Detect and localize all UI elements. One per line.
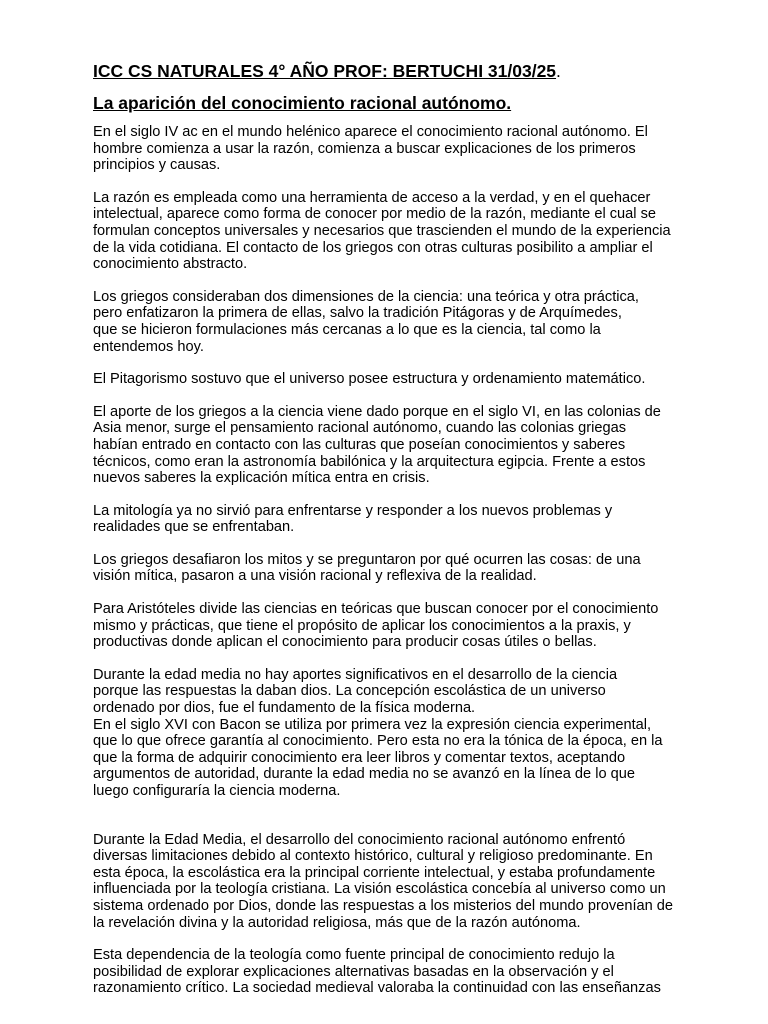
paragraph-line: sistema ordenado por Dios, donde las respuestas a los misterios del mundo provenían de (93, 897, 674, 914)
paragraph-line: conocimiento abstracto. (93, 256, 248, 273)
paragraph-line: argumentos de autoridad, durante la edad media no se avanzó en la línea de lo que (93, 766, 635, 783)
paragraph (93, 832, 715, 932)
paragraph-line: habían entrado en contacto con las culturas que poseían conocimientos y saberes (93, 436, 626, 453)
paragraph-line: En el siglo XVI con Bacon se utiliza por primera vez la expresión ciencia experimental, (93, 716, 652, 733)
paragraph (93, 190, 715, 273)
paragraph-line: nuevos saberes la explicación mítica entra en crisis. (93, 470, 430, 487)
paragraph-line: Durante la Edad Media, el desarrollo del conocimiento racional autónomo enfrentó (93, 831, 626, 848)
paragraph (93, 947, 715, 997)
paragraph-line: visión mítica, pasaron a una visión racional y reflexiva de la realidad. (93, 568, 537, 585)
paragraph-line: La razón es empleada como una herramienta de acceso a la verdad, y en el quehacer (93, 189, 651, 206)
paragraph (93, 667, 715, 717)
paragraph-line: luego configuraría la ciencia moderna. (93, 783, 341, 799)
paragraph-line: esta época, la escolástica era la principal corriente intelectual, y estaba profundamente (93, 864, 656, 881)
paragraph-line: posibilidad de explorar explicaciones alternativas basadas en la observación y el (93, 963, 614, 980)
paragraph-line: Esta dependencia de la teología como fuente principal de conocimiento redujo la (93, 947, 615, 964)
paragraph-line: que la forma de adquirir conocimiento era leer libros y comentar textos, aceptando (93, 749, 626, 766)
paragraph-line: El aporte de los griegos a la ciencia viene dado porque en el siglo VI, en las colonias de (93, 403, 661, 420)
paragraph-line: En el siglo IV ac en el mundo helénico aparece el conocimiento racional autónomo. El (93, 124, 648, 140)
paragraph (93, 717, 715, 800)
paragraph-line: formulan conceptos universales y necesarios que trascienden el mundo de la experiencia (93, 222, 671, 239)
header-text: ICC CS NATURALES 4° AÑO PROF: BERTUCHI 31/03/25 (93, 61, 557, 81)
paragraph-line: Durante la edad media no hay aportes significativos en el desarrollo de la ciencia (93, 666, 618, 683)
paragraph-line: la revelación divina y la autoridad religiosa, más que de la razón autónoma. (93, 914, 581, 931)
paragraph-line: El Pitagorismo sostuvo que el universo posee estructura y ordenamiento matemático. (93, 371, 646, 388)
paragraph-line: La mitología ya no sirvió para enfrentarse y responder a los nuevos problemas y (93, 502, 613, 519)
paragraph (93, 552, 715, 585)
paragraph (93, 371, 715, 388)
paragraph (93, 124, 715, 174)
paragraph-line: Los griegos consideraban dos dimensiones de la ciencia: una teórica y otra práctica, (93, 288, 639, 305)
paragraph-line: realidades que se enfrentaban. (93, 519, 295, 536)
paragraph-line: técnicos, como eran la astronomía babilónica y la arquitectura egipcia. Frente a estos (93, 453, 646, 470)
paragraph-line: Los griegos desafiaron los mitos y se preguntaron por qué ocurren las cosas: de una (93, 551, 641, 568)
paragraph-line: entendemos hoy. (93, 338, 204, 355)
paragraph-line: hombre comienza a usar la razón, comienza a buscar explicaciones de los primeros (93, 140, 636, 157)
paragraph-line: Para Aristóteles divide las ciencias en teóricas que buscan conocer por el conocimiento (93, 601, 659, 618)
paragraph (93, 404, 715, 487)
paragraph-line: principios y causas. (93, 157, 221, 174)
paragraph-line: intelectual, aparece como forma de conocer por medio de la razón, mediante el cual se (93, 206, 656, 223)
paragraph-line: influenciada por la teología cristiana. La visión escolástica concebía al universo como un (93, 881, 666, 898)
paragraph-line: ordenado por dios, fue el fundamento de la física moderna. (93, 700, 476, 717)
paragraph-line: porque las respuestas la daban dios. La concepción escolástica de un universo (93, 683, 606, 700)
paragraph-line: productivas donde aplican el conocimiento para producir cosas útiles o bellas. (93, 634, 597, 651)
document-page (93, 58, 715, 1013)
document-header (93, 58, 715, 84)
header-trailing-period: . (556, 61, 561, 81)
paragraph-line: mismo y prácticas, que tiene el propósito de aplicar los conocimientos a la praxis, y (93, 617, 631, 634)
paragraph (93, 601, 715, 651)
document-body (93, 124, 715, 997)
paragraph-line: diversas limitaciones debido al contexto histórico, cultural y religioso predominante. En (93, 848, 653, 865)
paragraph-line: Asia menor, surge el pensamiento racional autónomo, cuando las colonias griegas (93, 420, 626, 437)
paragraph-line: que se hicieron formulaciones más cercanas a lo que es la ciencia, tal como la (93, 321, 601, 338)
paragraph-line: pero enfatizaron la primera de ellas, salvo la tradición Pitágoras y de Arquímedes, (93, 305, 622, 322)
paragraph (93, 289, 715, 355)
paragraph-line: que lo que ofrece garantía al conocimiento. Pero esta no era la tónica de la época, en la (93, 733, 663, 750)
document-title: La aparición del conocimiento racional autónomo. (93, 93, 512, 113)
paragraph-line: razonamiento crítico. La sociedad medieval valoraba la continuidad con las enseñanzas (93, 980, 661, 997)
paragraph (93, 503, 715, 536)
paragraph-line: de la vida cotidiana. El contacto de los griegos con otras culturas posibilito a ampliar el (93, 239, 653, 256)
